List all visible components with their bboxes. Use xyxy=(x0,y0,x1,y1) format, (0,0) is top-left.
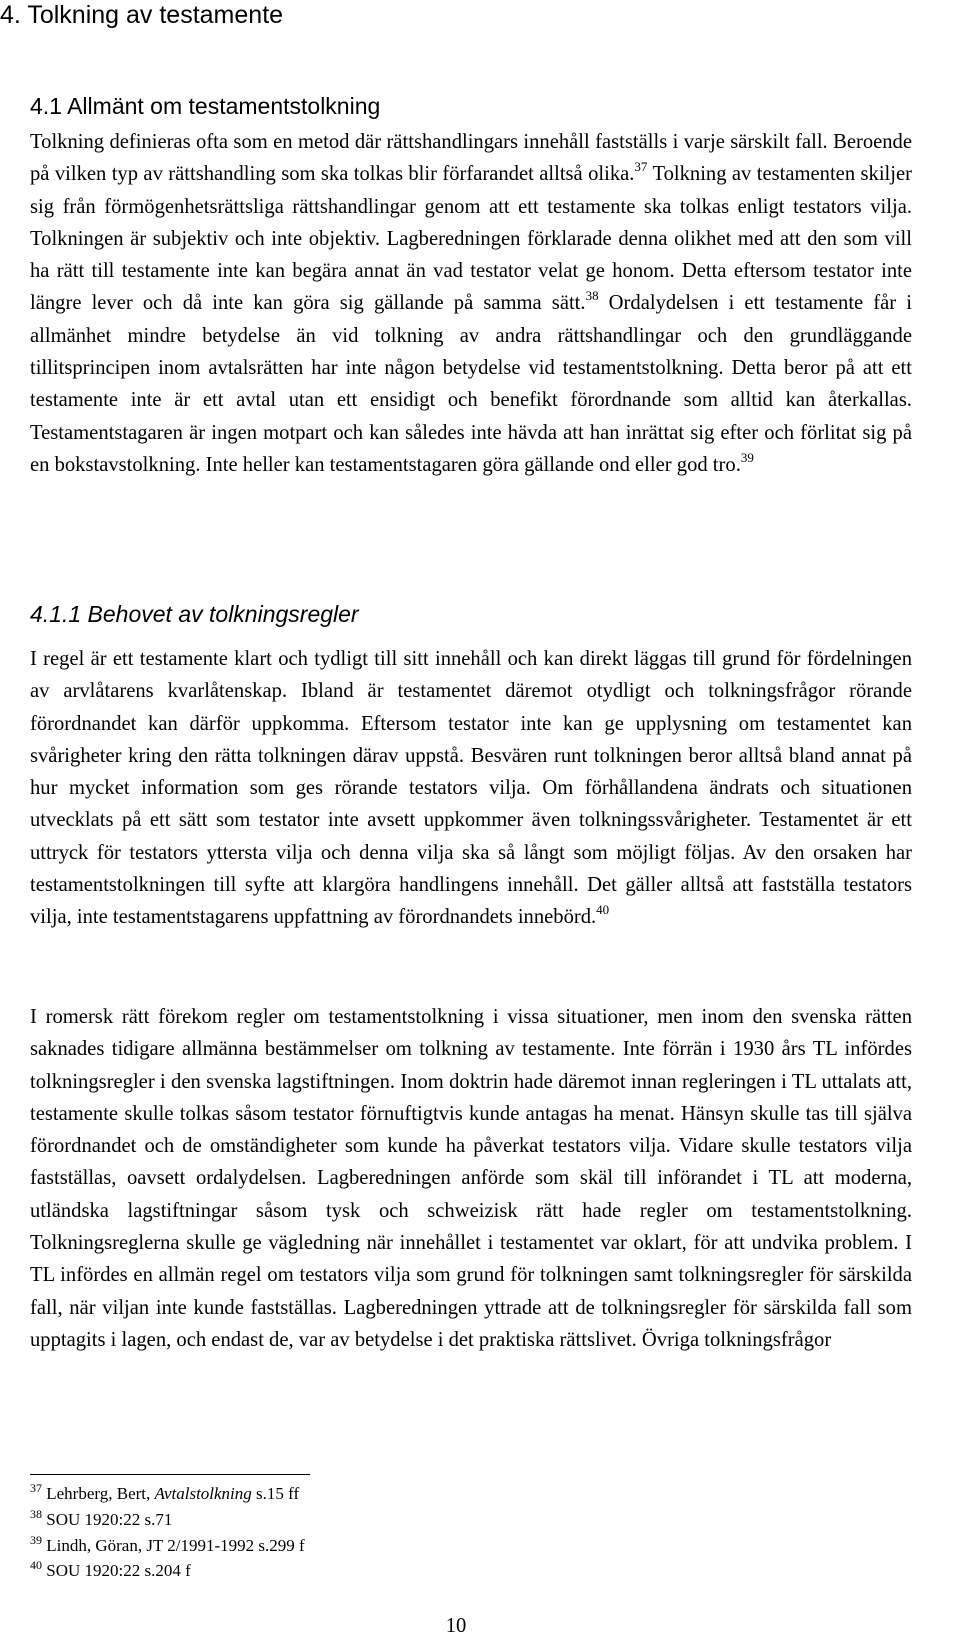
footnote-separator xyxy=(30,1474,310,1475)
footnote-text: SOU 1920:22 s.204 f xyxy=(42,1561,191,1580)
paragraph-3 xyxy=(30,1001,912,1356)
footnote-ref-38[interactable]: 38 xyxy=(585,288,599,304)
chapter-heading: 4. Tolkning av testamente xyxy=(0,1,284,29)
footnote-40 xyxy=(30,1558,191,1581)
footnote-ref-39[interactable]: 39 xyxy=(740,449,754,465)
footnote-text-end: s.15 ff xyxy=(251,1484,300,1503)
footnote-number: 39 xyxy=(30,1533,42,1547)
footnote-38 xyxy=(30,1507,173,1530)
footnote-title: Avtalstolkning xyxy=(154,1484,252,1503)
paragraph-3-text: I romersk rätt förekom regler om testamentstolkning i vissa situationer, men inom den svenska rätten saknades tidigare allmänna bestämmelser om tolkning av testamente. Inte förrän i 1930 års TL infördes tolkningsregler i den svenska lagstiftningen. Inom doktrin hade däremot innan regleringen i TL uttalats att, testamente skulle tolkas såsom testator förnuftigtvis kunde antagas ha menat. Hänsyn skulle tas till själva förordnandet och de omständigheter som kunde ha påverkat testators vilja. Vidare skulle testators vilja fastställas, oavsett ordalydelsen. Lagberedningen anförde som skäl till införandet i TL att moderna, utländska lagstiftningar såsom tysk och schweizisk rätt hade regler om testamentstolkning. Tolkningsreglerna skulle ge vägledning när innehållet i testamentet var oklart, för att undvika problem. I TL infördes en allmän regel om testators vilja som grund för tolkningen samt tolkningsregler för särskilda fall, när viljan inte kunde fastställas. Lagberedningen yttrade att de tolkningsregler för särskilda fall som upptagits i lagen, och endast de, var av betydelse i det praktiska rättslivet. Övriga tolkningsfrågor xyxy=(30,1006,912,1351)
paragraph-1 xyxy=(30,126,912,481)
footnote-39 xyxy=(30,1533,305,1556)
footnote-ref-37[interactable]: 37 xyxy=(634,159,648,175)
page-number: 10 xyxy=(445,1615,467,1637)
paragraph-2 xyxy=(30,643,912,934)
footnote-number: 40 xyxy=(30,1558,42,1572)
footnote-number: 37 xyxy=(30,1481,42,1495)
paragraph-1-text-a: Tolkning definieras ofta som en metod där rättshandlingars innehåll fastställs i varje särskilt fall. Beroende på vilken typ av rättshandling som ska tolkas blir förfarandet alltså olika. xyxy=(30,131,912,186)
footnote-number: 38 xyxy=(30,1507,42,1521)
section-heading: 4.1 Allmänt om testamentstolkning xyxy=(30,93,381,119)
subsection-heading: 4.1.1 Behovet av tolkningsregler xyxy=(30,601,359,627)
paragraph-1-text-b: Tolkning av testamenten skiljer sig från förmögenhetsrättsliga rättshandlingar genom att ett testamente ska tolkas enligt testators vilja. Tolkningen är subjektiv och inte objektiv. Lagberedningen förklarade denna olikhet med att den som vill ha rätt till testamente inte kan begära annat än vad testator velat ge honom. Detta eftersom testator inte längre lever och då inte kan göra sig gällande på samma sätt. xyxy=(30,163,912,315)
footnote-text: Lehrberg, Bert, xyxy=(42,1484,155,1503)
footnote-ref-40[interactable]: 40 xyxy=(596,902,610,918)
footnote-text: SOU 1920:22 s.71 xyxy=(42,1510,173,1529)
footnote-37 xyxy=(30,1481,300,1504)
footnote-text: Lindh, Göran, JT 2/1991-1992 s.299 f xyxy=(42,1536,305,1555)
paragraph-2-text: I regel är ett testamente klart och tydligt till sitt innehåll och kan direkt läggas till grund för fördelningen av arvlåtarens kvarlåtenskap. Ibland är testamentet däremot otydligt och tolkningsfrågor rörande förordnandet kan därför uppkomma. Eftersom testator inte kan ge upplysning om testamentet kan svårigheter kring den rätta tolkningen därav uppstå. Besvären runt tolkningen beror alltså bland annat på hur mycket information som ges rörande testators vilja. Om förhållandena ändrats och situationen utvecklats på ett sätt som testator inte avsett uppkommer även tolkningssvårigheter. Testamentet är ett uttryck för testators yttersta vilja och denna vilja ska så långt som möjligt följas. Av den orsaken har testamentstolkningen till syfte att klargöra handlingens innehåll. Det gäller alltså att fastställa testators vilja, inte testamentstagarens uppfattning av förordnandets innebörd. xyxy=(30,648,912,929)
paragraph-1-text-c: Ordalydelsen i ett testamente får i allmänhet mindre betydelse än vid tolkning av andra rättshandlingar och den grundläggande tillitsprincipen inom avtalsrätten har inte någon betydelse vid testamentstolkning. Detta beror på att ett testamente inte är ett avtal utan ett ensidigt och benefikt förordnande som alltid kan återkallas. Testamentstagaren är ingen motpart och kan således inte hävda att han inrättat sig efter och förlitat sig på en bokstavstolkning. Inte heller kan testamentstagaren göra gällande ond eller god tro. xyxy=(30,292,912,476)
